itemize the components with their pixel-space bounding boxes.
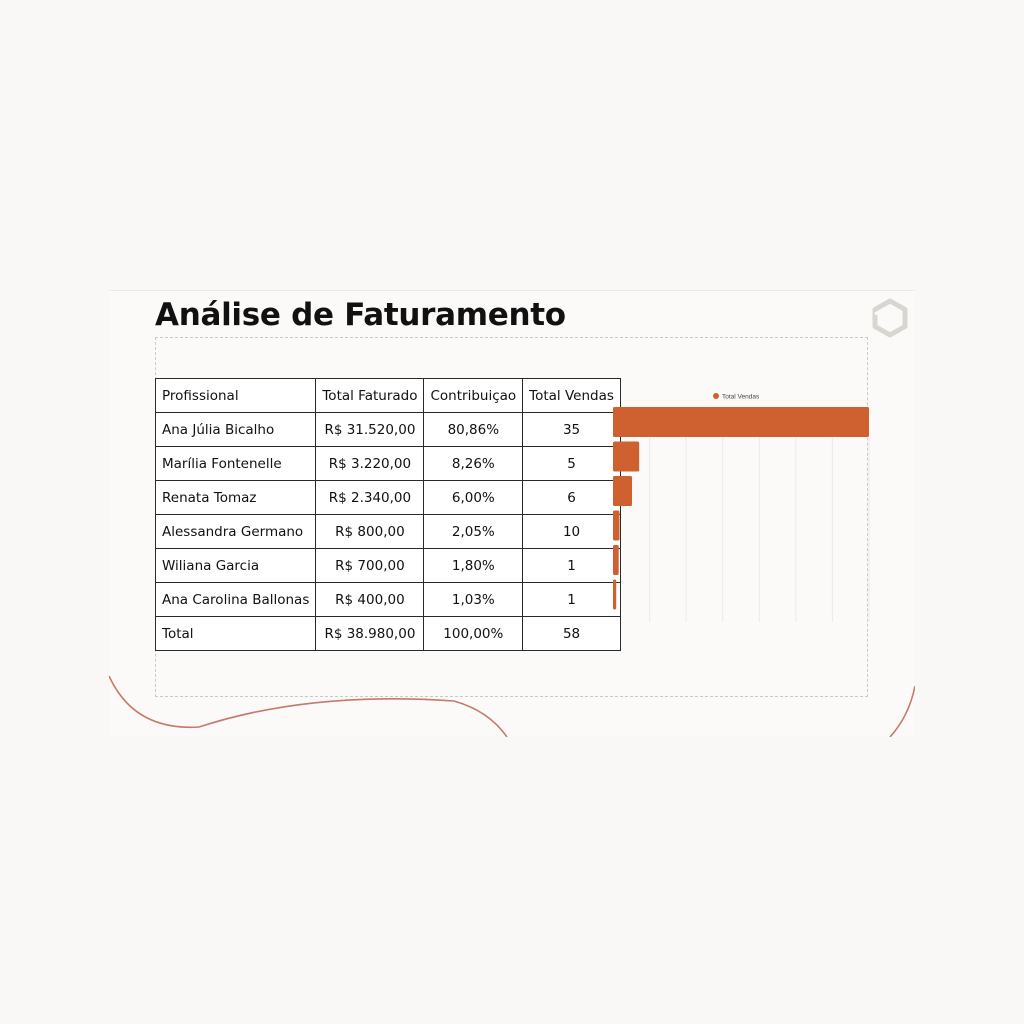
curve-right bbox=[890, 686, 915, 737]
cell-total-faturado: R$ 400,00 bbox=[316, 583, 424, 617]
total-vendas: 58 bbox=[523, 617, 621, 651]
cell-total-faturado: R$ 3.220,00 bbox=[316, 447, 424, 481]
chart-bar bbox=[613, 442, 639, 472]
cell-contribuicao: 8,26% bbox=[424, 447, 523, 481]
cell-total-faturado: R$ 800,00 bbox=[316, 515, 424, 549]
cell-total-faturado: R$ 700,00 bbox=[316, 549, 424, 583]
header-total-faturado: Total Faturado bbox=[316, 379, 424, 413]
table-row bbox=[156, 413, 621, 447]
cell-total-faturado: R$ 2.340,00 bbox=[316, 481, 424, 515]
header-profissional: Profissional bbox=[156, 379, 316, 413]
table-row bbox=[156, 481, 621, 515]
cell-contribuicao: 80,86% bbox=[424, 413, 523, 447]
table-total-row bbox=[156, 617, 621, 651]
chart-bar bbox=[613, 407, 869, 437]
cell-profissional: Marília Fontenelle bbox=[156, 447, 316, 481]
cell-contribuicao: 2,05% bbox=[424, 515, 523, 549]
slide bbox=[109, 290, 915, 737]
total-label: Total bbox=[156, 617, 316, 651]
chart-bar bbox=[613, 580, 616, 610]
chart-bar bbox=[613, 545, 619, 575]
cell-contribuicao: 1,03% bbox=[424, 583, 523, 617]
cell-total-vendas: 35 bbox=[523, 413, 621, 447]
cell-total-vendas: 1 bbox=[523, 549, 621, 583]
billing-table bbox=[155, 378, 621, 651]
cell-contribuicao: 6,00% bbox=[424, 481, 523, 515]
cell-profissional: Wiliana Garcia bbox=[156, 549, 316, 583]
chart-bar bbox=[613, 476, 632, 506]
table-row bbox=[156, 447, 621, 481]
header-contribuicao: Contribuiçao bbox=[424, 379, 523, 413]
table-header-row bbox=[156, 379, 621, 413]
cell-total-vendas: 1 bbox=[523, 583, 621, 617]
cell-contribuicao: 1,80% bbox=[424, 549, 523, 583]
chart-bar bbox=[613, 511, 619, 541]
header-total-vendas: Total Vendas bbox=[523, 379, 621, 413]
cell-profissional: Ana Carolina Ballonas bbox=[156, 583, 316, 617]
cell-profissional: Renata Tomaz bbox=[156, 481, 316, 515]
cell-total-vendas: 6 bbox=[523, 481, 621, 515]
table-row bbox=[156, 515, 621, 549]
table-row bbox=[156, 549, 621, 583]
total-faturado: R$ 38.980,00 bbox=[316, 617, 424, 651]
legend-label: Total Vendas bbox=[722, 393, 760, 401]
cell-total-faturado: R$ 31.520,00 bbox=[316, 413, 424, 447]
cell-total-vendas: 10 bbox=[523, 515, 621, 549]
chart-legend bbox=[713, 393, 760, 401]
page-title: Análise de Faturamento bbox=[155, 297, 566, 333]
cell-total-vendas: 5 bbox=[523, 447, 621, 481]
legend-swatch bbox=[713, 393, 719, 399]
table-row bbox=[156, 583, 621, 617]
cell-profissional: Ana Júlia Bicalho bbox=[156, 413, 316, 447]
cell-profissional: Alessandra Germano bbox=[156, 515, 316, 549]
hexagon-logo-icon bbox=[871, 298, 909, 338]
bar-chart bbox=[609, 391, 879, 631]
total-contribuicao: 100,00% bbox=[424, 617, 523, 651]
